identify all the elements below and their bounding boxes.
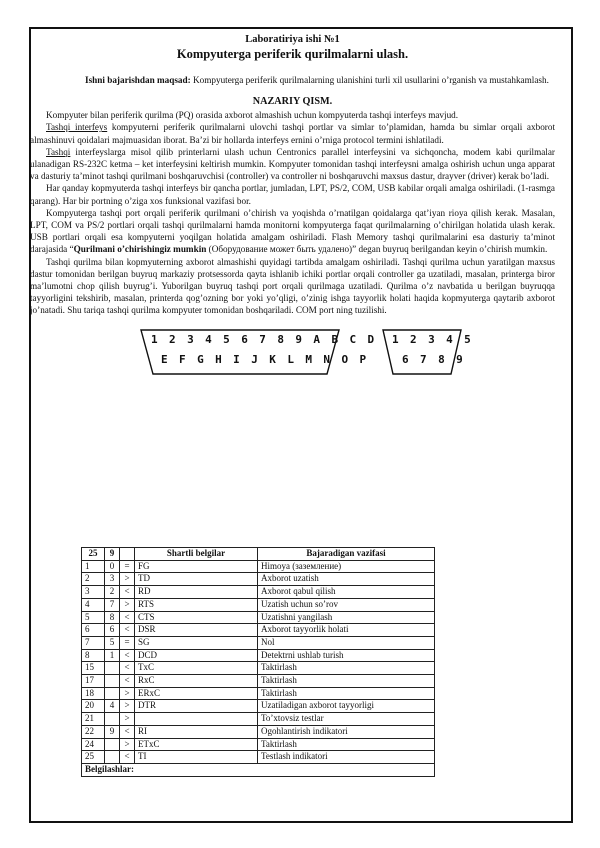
lab-number: Laboratiriya ishi №1 xyxy=(245,34,340,45)
cell-signal: CTS xyxy=(135,611,258,624)
cell-function: Taktirlash xyxy=(258,738,435,751)
cell-pin25: 4 xyxy=(82,598,105,611)
cell-signal: TI xyxy=(135,751,258,764)
cell-signal: RxC xyxy=(135,675,258,688)
cell-signal: DTR xyxy=(135,700,258,713)
table-footer-row xyxy=(82,763,435,776)
cell-function: Testlash indikatori xyxy=(258,751,435,764)
cell-function: Taktirlash xyxy=(258,687,435,700)
connector-diagrams xyxy=(30,323,555,381)
cell-pin25: 15 xyxy=(82,662,105,675)
cell-direction: < xyxy=(120,751,135,764)
cell-pin25: 18 xyxy=(82,687,105,700)
cell-direction: > xyxy=(120,700,135,713)
cell-function: Axborot uzatish xyxy=(258,573,435,586)
table-row xyxy=(82,675,435,688)
cell-signal: DSR xyxy=(135,624,258,637)
cell-signal: DCD xyxy=(135,649,258,662)
cell-pin25: 17 xyxy=(82,675,105,688)
paragraph-3-text: interfeyslarga misol qilib printerlarni ulash uchun Centronics parallel interfeysini va sichqoncha, modem kabi qurilmalar ulanadigan RS-232C ketma – ket interfeysini keltirish mumkin. Kompyuter tomonidan tashqi interfeysni amalga oshirish uchun unga apparat va dasturiy ta’minot tashqi qurilmani boshqaruvchisi (controller) va controller ni boshqaruvchi maxsus dastur, drayver (driver) kerak bo’ladi. xyxy=(30,146,555,182)
cell-direction: < xyxy=(120,624,135,637)
cell-pin25: 5 xyxy=(82,611,105,624)
cell-pin9 xyxy=(105,662,120,675)
cell-direction: > xyxy=(120,738,135,751)
cell-pin9: 4 xyxy=(105,700,120,713)
paragraph-5-start: Kompyuterga tashqi port orqali periferik qurilmani o’chirish va yoqishda o’rnatilgan qoidalarga qat’iyan rioya qilish kerak. Masalan, LPT, COM va PS/2 portlari orqali tashqi qurilmalarni hamda monitorni kompyuterga faqat qurilmalarning o’chirilgan holatida ulash kerak. USB portlari orqali esa kompyuterni yoqilgan holatida amalgam oshiriladi. Flash Memory tashqi qurilmalarini esa dasturiy ta’minot darajasida “ xyxy=(30,207,555,255)
cell-signal: RD xyxy=(135,586,258,599)
table-body xyxy=(82,560,435,763)
cell-pin9: 5 xyxy=(105,636,120,649)
cell-function: Himoya (заземление) xyxy=(258,560,435,573)
cell-function: To’xtovsiz testlar xyxy=(258,713,435,726)
document-body xyxy=(30,33,555,381)
cell-direction: > xyxy=(120,573,135,586)
cell-direction: < xyxy=(120,662,135,675)
cell-function: Axborot tayyorlik holati xyxy=(258,624,435,637)
cell-function: Taktirlash xyxy=(258,675,435,688)
header-direction xyxy=(120,548,135,561)
aim-paragraph xyxy=(30,74,555,86)
header-9: 9 xyxy=(105,548,120,561)
cell-pin25: 7 xyxy=(82,636,105,649)
table-row xyxy=(82,586,435,599)
cell-function: Axborot qabul qilish xyxy=(258,586,435,599)
paragraph-3 xyxy=(30,146,555,183)
cell-pin9: 2 xyxy=(105,586,120,599)
cell-signal: SG xyxy=(135,636,258,649)
aim-label: Ishni bajarishdan maqsad: xyxy=(85,75,191,85)
table-row xyxy=(82,636,435,649)
cell-pin25: 22 xyxy=(82,725,105,738)
table-row xyxy=(82,624,435,637)
cell-signal: RI xyxy=(135,725,258,738)
cell-direction: < xyxy=(120,725,135,738)
header-signal: Shartli belgilar xyxy=(135,548,258,561)
paragraph-5 xyxy=(30,207,555,256)
term-tashqi-interfeys: Tashqi interfeys xyxy=(46,122,108,133)
cell-pin9: 3 xyxy=(105,573,120,586)
aim-text: Kompyuterga periferik qurilmalarning ulanishini turli xil usullarini o’rganish va mustahkamlash. xyxy=(190,75,549,85)
lab-title: Kompyuterga periferik qurilmalarni ulash. xyxy=(176,47,409,61)
table-header-row xyxy=(82,548,435,561)
db25-pins-top: 1 2 3 4 5 6 7 8 9 A B C D xyxy=(151,332,377,346)
paragraph-5-bold: Qurilmani o’chirishingiz mumkin xyxy=(73,244,207,255)
cell-function: Uzatishni yangilash xyxy=(258,611,435,624)
db9-connector xyxy=(379,327,474,377)
cell-pin9 xyxy=(105,751,120,764)
cell-pin25: 24 xyxy=(82,738,105,751)
cell-pin9 xyxy=(105,713,120,726)
cell-direction: > xyxy=(120,687,135,700)
cell-pin25: 20 xyxy=(82,700,105,713)
cell-pin25: 2 xyxy=(82,573,105,586)
cell-pin25: 8 xyxy=(82,649,105,662)
cell-direction: > xyxy=(120,598,135,611)
cell-signal: TD xyxy=(135,573,258,586)
section-title: NAZARIY QISM. xyxy=(252,96,333,108)
cell-pin9: 0 xyxy=(105,560,120,573)
cell-function: Uzatiladigan axborot tayyorligi xyxy=(258,700,435,713)
db9-pins-bottom: 6 7 8 9 xyxy=(402,352,466,366)
cell-direction: > xyxy=(120,713,135,726)
table-row xyxy=(82,649,435,662)
cell-signal: ETxC xyxy=(135,738,258,751)
signal-table xyxy=(81,547,435,777)
table-row xyxy=(82,573,435,586)
paragraph-6: Tashqi qurilma bilan kopmyuterning axborot almashishi quyidagi tartibda amalgam oshiriladi. Tashqi qurilma uchun yaratilgan maxsus dastur tomonidan berilgan buyruq markaziy protsessorda qayta ishlanib ichiki portlar orqali controller ga uzatiladi, masalan, printerga biror ma’lumotni chop qilish buyrug’i. Yuborilgan buyruq tashqi port orqali qurilmaga uzatiladi. Qurilma o’z navbatida u berilgan buyruqqa tayyorligini tekshirib, masalan, printerda qog’ozning bor yoki yo’qligi, o’zinig ishga tayyorlik holati haqida kopmyuterga qaytarib axborot jo’natadi. Shu tariqa tashqi qurilma kompyuter tomonidan boshqariladi. COM port ning tuzilishi. xyxy=(30,256,555,316)
term-tashqi: Tashqi xyxy=(46,146,71,157)
cell-pin9: 1 xyxy=(105,649,120,662)
paragraph-1: Kompyuter bilan periferik qurilma (PQ) orasida axborot almashish uchun kompyuterda tashqi interfeys mavjud. xyxy=(46,110,459,121)
table-row xyxy=(82,598,435,611)
db9-pins-top: 1 2 3 4 5 xyxy=(392,332,474,346)
cell-pin9: 8 xyxy=(105,611,120,624)
cell-function: Taktirlash xyxy=(258,662,435,675)
cell-direction: < xyxy=(120,611,135,624)
header-function: Bajaradigan vazifasi xyxy=(258,548,435,561)
cell-signal: ERxC xyxy=(135,687,258,700)
table-footer: Belgilashlar: xyxy=(82,763,435,776)
cell-pin25: 3 xyxy=(82,586,105,599)
cell-signal: TxC xyxy=(135,662,258,675)
table-row xyxy=(82,700,435,713)
db25-pins-bottom: E F G H I J K L M N O P xyxy=(161,352,369,366)
cell-direction: < xyxy=(120,675,135,688)
cell-pin9 xyxy=(105,675,120,688)
paragraph-2 xyxy=(30,121,555,145)
header-25: 25 xyxy=(82,548,105,561)
cell-pin9 xyxy=(105,687,120,700)
table-row xyxy=(82,560,435,573)
cell-direction: = xyxy=(120,560,135,573)
cell-pin25: 6 xyxy=(82,624,105,637)
paragraph-5-end: (Оборудование может быть удалено)” degan buyruq berilgandan keyin o’chirish mumkin. xyxy=(206,244,548,255)
cell-pin25: 21 xyxy=(82,713,105,726)
cell-function: Uzatish uchun so’rov xyxy=(258,598,435,611)
table-row xyxy=(82,611,435,624)
cell-signal: RTS xyxy=(135,598,258,611)
cell-function: Ogohlantirish indikatori xyxy=(258,725,435,738)
cell-direction: < xyxy=(120,649,135,662)
db25-connector xyxy=(135,327,377,377)
table-row xyxy=(82,738,435,751)
cell-pin9: 6 xyxy=(105,624,120,637)
cell-pin9: 7 xyxy=(105,598,120,611)
cell-function: Detektrni ushlab turish xyxy=(258,649,435,662)
cell-pin25: 1 xyxy=(82,560,105,573)
table-row xyxy=(82,725,435,738)
cell-direction: < xyxy=(120,586,135,599)
cell-pin9: 9 xyxy=(105,725,120,738)
table-row xyxy=(82,751,435,764)
paragraph-4: Har qanday kopmyuterda tashqi interfeys bir qancha portlar, jumladan, LPT, PS/2, COM, USB kabilar orqali amalga oshiriladi. (1-rasmga qarang). Har bir portning o’ziga xos funksional vazifasi bor. xyxy=(30,183,555,206)
cell-direction: = xyxy=(120,636,135,649)
table-row xyxy=(82,662,435,675)
cell-signal xyxy=(135,713,258,726)
cell-pin25: 25 xyxy=(82,751,105,764)
cell-signal: FG xyxy=(135,560,258,573)
table-row xyxy=(82,687,435,700)
cell-pin9 xyxy=(105,738,120,751)
paragraph-2-text: kompyuterni periferik qurilmalarni ulovchi tashqi portlar va simlar to’plamidan, hamda bu simlar orqali axborot almashinuvi qoidalari majmuasidan iborat. Ba’zi bir hollarda interfeys ernini o’rniga protocol termini ishlatiladi. xyxy=(30,122,555,145)
table-row xyxy=(82,713,435,726)
cell-function: Nol xyxy=(258,636,435,649)
